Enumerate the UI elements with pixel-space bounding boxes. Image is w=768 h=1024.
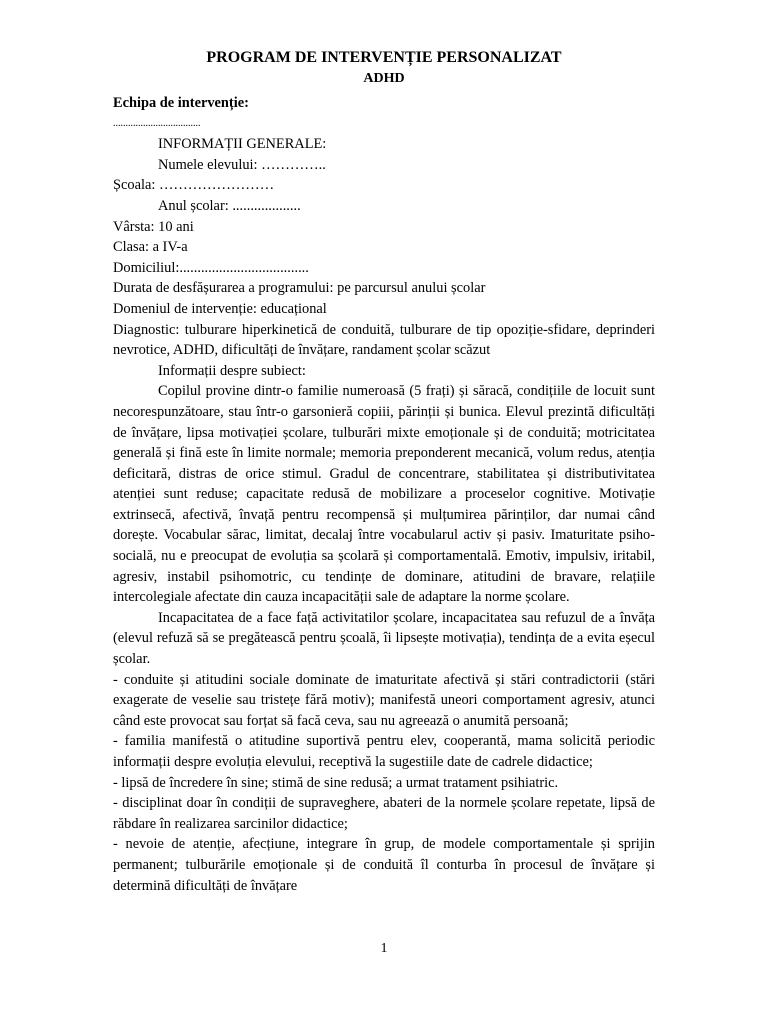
bullet-item: - nevoie de atenție, afecțiune, integrare în grup, de modele comportamentale și sprijin permanent; tulburările emoționale și de conduită îl conturba în procesul de învățare și determină dificultăți de învățare xyxy=(113,836,655,894)
incapacity-paragraph: Incapacitatea de a face față activitatilor școlare, incapacitatea sau refuzul de a învăța (elevul refuză să se pregătească pentru școală, îi lipsește motivația), tendința de a evita eșecul școlar. xyxy=(113,609,655,668)
student-name-field: Numele elevului: ………….. xyxy=(158,156,326,173)
page-number: 1 xyxy=(380,941,388,956)
program-duration-field: Durata de desfășurarea a programului: pe parcursul anului școlar xyxy=(113,280,486,297)
document-title: PROGRAM DE INTERVENȚIE PERSONALIZAT xyxy=(206,49,562,66)
diagnosis-paragraph: Diagnostic: tulburare hiperkinetică de conduită, tulburare de tip opoziție-sfidare, deprinderi nevrotice, ADHD, dificultăți de învățare, randament școlar scăzut xyxy=(113,321,655,359)
general-info-heading: INFORMAȚII GENERALE: xyxy=(158,136,327,153)
school-year-field: Anul școlar: ................... xyxy=(158,197,301,214)
team-label: Echipa de intervenție: xyxy=(113,95,249,111)
bullet-item: - familia manifestă o atitudine suportivă pentru elev, cooperantă, mama solicită periodic informații despre evoluția elevului, receptivă la sugestiile date de cadrele didactice; xyxy=(113,733,655,770)
bullet-item: - conduite și atitudini sociale dominate de imaturitate afectivă și stări contradictorii (stări exagerate de veselie sau tristețe fără motiv); manifestă uneori comportament agresiv, atunci când este provocat sau forțat să facă ceva, sau nu agreează o anumită persoană; xyxy=(113,671,655,729)
subject-paragraph: Copilul provine dintr-o familie numeroasă (5 frați) și săracă, condițiile de locuit sunt necorespunzătoare, stau într-o garsonieră copiii, părinții și bunica. Elevul prezintă dificultăți de învățare, lipsa motivației școlare, tulburări mixte emoționale și de conduită; motricitatea generală și fină este în limite normale; memoria preponderent mecanică, volum redus, atenția deficitară, distras de orice stimul. Gradul de concentrare, stabilitatea și distributivitatea atenției sunt reduse; capacitate redusă de mobilizare a proceselor cognitive. Motivație extrinsecă, afectivă, învață pentru recompensă și mulțumirea părinților, dar numai când dorește. Vocabular sărac, limitat, decalaj între vocabularul activ și pasiv. Imaturitate psiho-socială, nu e preocupat de evoluția sa școlară și comportamentală. Emotiv, impulsiv, iritabil, agresiv, instabil psihomotric, cu tendințe de dominare, atitudini de bravare, relațiile intercolegiale afectate din cauza incapacității sale de adaptare la norme școlare. xyxy=(113,383,655,606)
bullet-item: - disciplinat doar în condiții de supraveghere, abateri de la normele școlare repetate, lipsă de răbdare în realizarea sarcinilor didactice; xyxy=(113,795,655,832)
document-subtitle: ADHD xyxy=(363,71,405,86)
age-field: Vârsta: 10 ani xyxy=(113,218,194,235)
document-body xyxy=(113,47,655,896)
residence-field: Domiciliul:.................................... xyxy=(113,259,309,276)
bullet-item: - lipsă de încredere în sine; stimă de sine redusă; a urmat tratament psihiatric. xyxy=(113,774,559,791)
team-value: ................................... xyxy=(113,117,201,129)
subject-info-heading: Informații despre subiect: xyxy=(158,362,306,379)
intervention-domain-field: Domeniul de intervenție: educațional xyxy=(113,300,327,317)
school-field: Școala: …………………… xyxy=(113,177,275,194)
grade-field: Clasa: a IV-a xyxy=(113,239,188,256)
